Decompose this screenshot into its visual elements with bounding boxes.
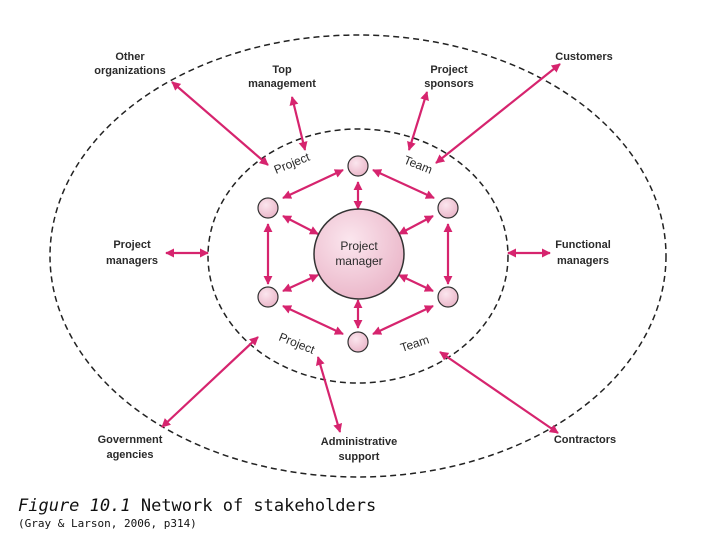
team-node-lower-left	[258, 287, 278, 307]
label-top-mgmt-1: Top	[272, 64, 292, 76]
label-top-mgmt-2: management	[248, 78, 316, 90]
arrow-ll-node-center	[283, 275, 318, 291]
label-admin-support-1: Administrative	[320, 436, 398, 448]
label-sponsors-2: sponsors	[424, 78, 474, 90]
project-manager-label-line2: manager	[335, 254, 383, 268]
arrow-ll-bottom	[283, 306, 343, 334]
label-sponsors-1: Project	[430, 64, 468, 76]
team-node-upper-right	[438, 198, 458, 218]
arrow-ul-node-center	[283, 216, 318, 234]
team-node-top	[348, 156, 368, 176]
label-government-2: agencies	[106, 449, 154, 461]
ring-label-project-bottom: Project	[276, 329, 317, 357]
figure-source: (Gray & Larson, 2006, p314)	[18, 517, 197, 530]
label-project-managers-2: managers	[106, 255, 158, 267]
ring-label-team-bottom: Team	[398, 332, 431, 355]
arrow-contractors	[440, 352, 558, 433]
arrow-government	[162, 337, 258, 427]
arrow-top-ul	[283, 170, 343, 198]
ring-label-team-top: Team	[401, 152, 435, 177]
figure-title: Network of stakeholders	[140, 496, 377, 516]
arrow-lr-node-center	[399, 275, 433, 291]
label-customers: Customers	[555, 51, 613, 63]
label-admin-support-2: support	[338, 451, 380, 463]
team-node-upper-left	[258, 198, 278, 218]
arrow-lr-bottom	[373, 306, 433, 334]
label-other-orgs-2: organizations	[94, 65, 166, 77]
ring-label-project-top: Project	[271, 149, 312, 177]
arrow-top-mgmt	[292, 97, 305, 150]
team-node-bottom	[348, 332, 368, 352]
label-functional-managers-2: managers	[557, 255, 609, 267]
arrow-admin-support	[318, 357, 340, 432]
label-other-orgs-1: Other	[115, 51, 145, 63]
label-project-managers-1: Project	[113, 239, 151, 251]
team-node-lower-right	[438, 287, 458, 307]
arrow-other-orgs	[172, 82, 268, 165]
figure-number: Figure 10.1	[18, 496, 131, 516]
label-contractors: Contractors	[553, 434, 617, 446]
figure-caption	[18, 496, 376, 516]
label-functional-managers-1: Functional	[555, 239, 611, 251]
project-manager-label-line1: Project	[340, 239, 378, 253]
label-government-1: Government	[97, 434, 163, 446]
arrow-ur-node-center	[399, 216, 433, 234]
